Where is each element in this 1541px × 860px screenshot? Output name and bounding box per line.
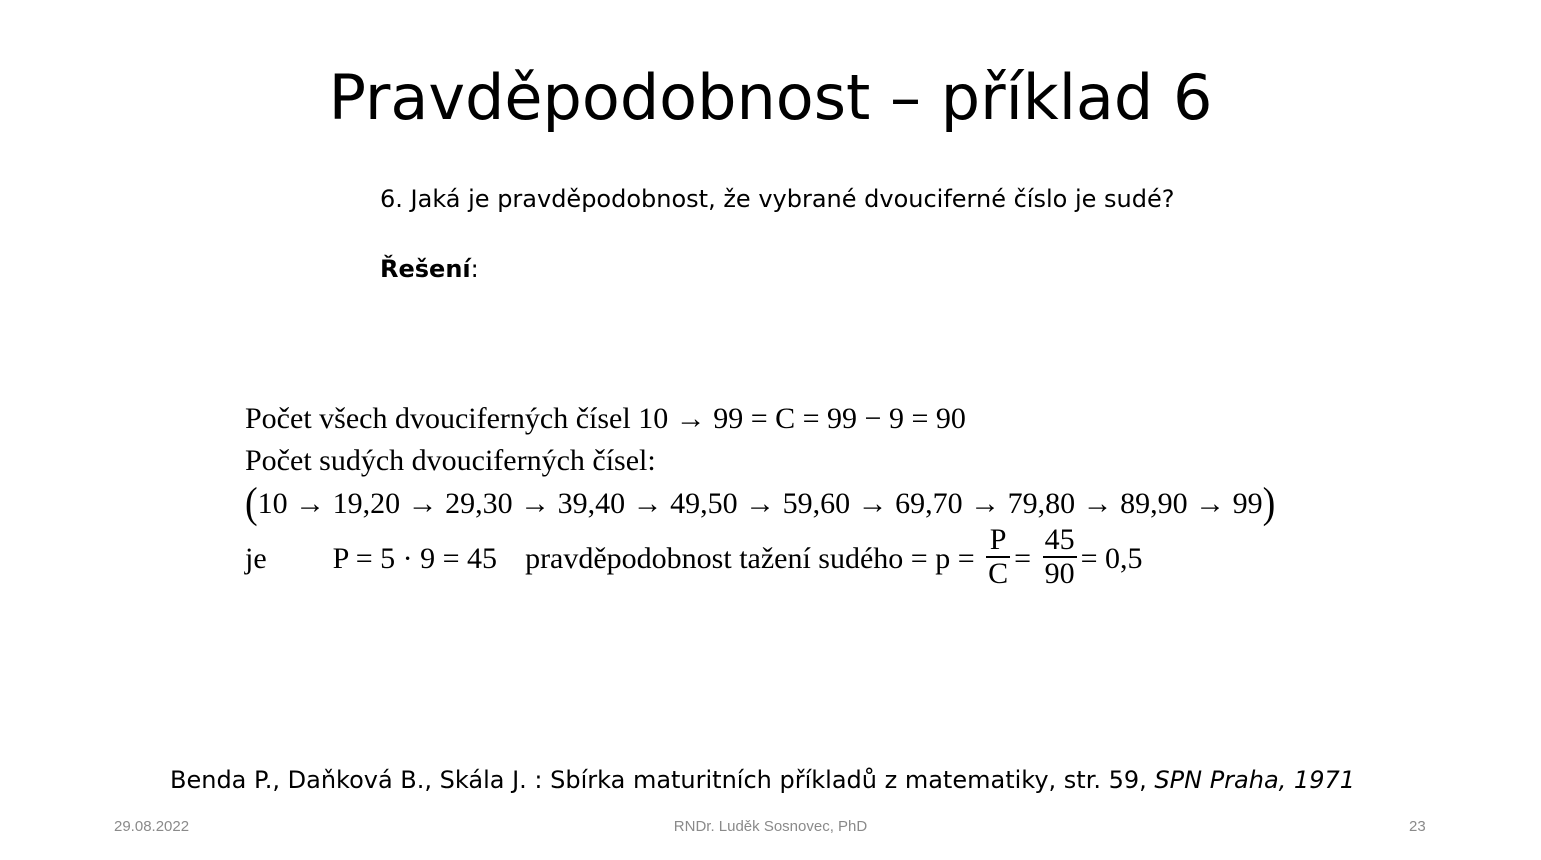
equals-sign: = (1014, 542, 1032, 575)
footer-author: RNDr. Luděk Sosnovec, PhD (673, 818, 868, 835)
math-line-total: Počet všech dvouciferných čísel 10 → 99 = C = 99 − 9 = 90 (245, 402, 966, 435)
result-value: = 0,5 (1080, 542, 1143, 575)
solution-label: Řešení (380, 255, 471, 283)
close-paren: ) (1262, 478, 1276, 528)
reference-publisher: SPN Praha, 1971 (1154, 766, 1356, 794)
math-line-probability (245, 524, 1275, 594)
fraction-p-over-c (986, 524, 1010, 590)
probability-text: pravděpodobnost tažení sudého = p = (525, 542, 975, 575)
fraction-denominator: 90 (1044, 557, 1075, 591)
solution-heading (380, 252, 479, 286)
fraction-numerator: 45 (1044, 523, 1075, 557)
footer-date: 29.08.2022 (114, 818, 190, 835)
ranges-text: 10 → 19,20 → 29,30 → 39,40 → 49,50 → 59,60 → 69,70 → 79,80 → 89,90 → 99 (257, 487, 1263, 520)
slide-title: Pravděpodobnost – příklad 6 (328, 61, 1213, 134)
math-line-ranges (245, 478, 1276, 528)
fraction-45-over-90 (1043, 524, 1077, 590)
solution-colon: : (470, 255, 479, 283)
fraction-denominator: C (988, 557, 1009, 591)
je-word: je (245, 542, 267, 575)
math-block (245, 398, 1275, 594)
footer-page-number: 23 (1409, 818, 1426, 835)
reference-text: Benda P., Daňková B., Skála J. : Sbírka maturitních příkladů z matematiky, str. 59, (170, 766, 1155, 794)
reference-citation (170, 764, 1355, 796)
favorable-count: P = 5 · 9 = 45 (332, 542, 498, 575)
fraction-numerator: P (986, 524, 1010, 558)
math-line-even-heading: Počet sudých dvouciferných čísel: (245, 444, 656, 477)
open-paren: ( (245, 478, 258, 528)
question-text: 6. Jaká je pravděpodobnost, že vybrané dvouciferné číslo je sudé? (380, 185, 1175, 213)
